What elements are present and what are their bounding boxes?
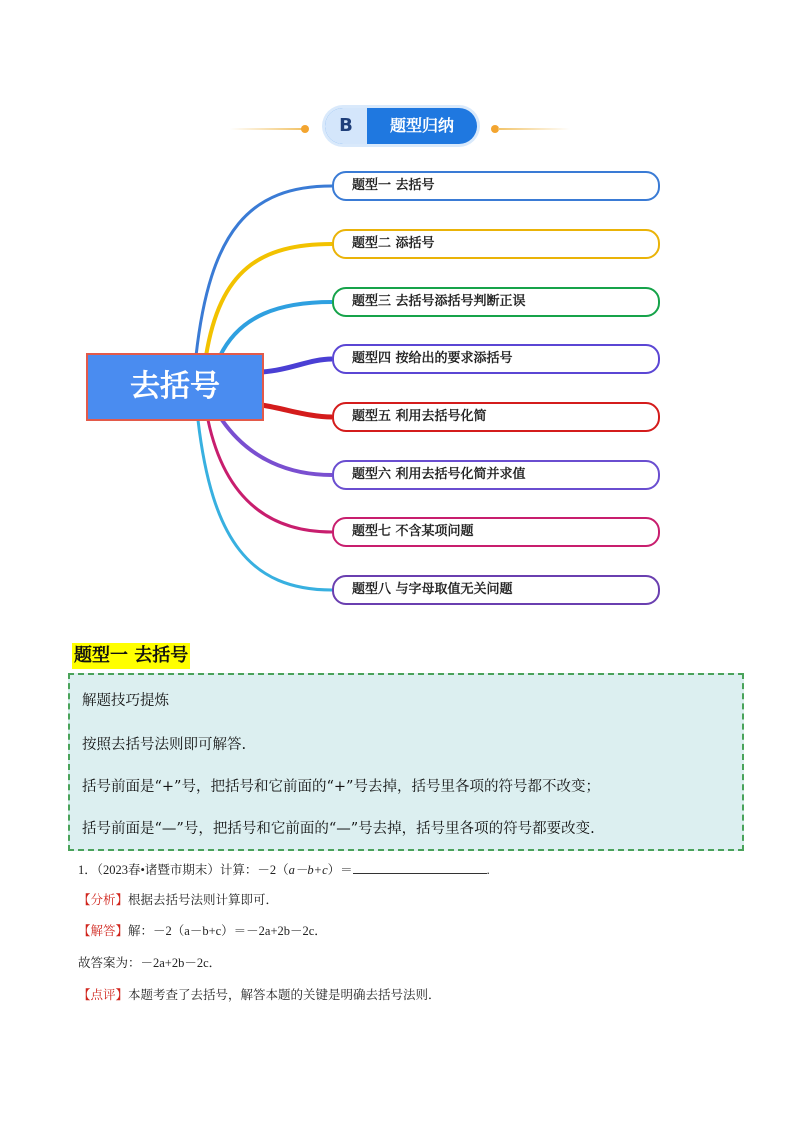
question-stem-prefix: 1．（2023春•诸暨市期末）计算：－2（ [78,863,289,877]
branch-topic-5: 题型五 利用去括号化简 [332,402,660,432]
analysis-tag: 【分析】 [78,893,129,907]
question-stem-expr: a－b+c [288,863,328,877]
connector-curve-8 [198,420,332,590]
tips-box [68,673,744,851]
connector-curve-3 [220,302,332,356]
solution-tag: 【解答】 [78,924,129,938]
connector-curve-6 [222,420,332,475]
mindmap-center-topic: 去括号 [86,353,264,421]
branch-topic-2: 题型二 添括号 [332,229,660,259]
branch-topic-8: 题型八 与字母取值无关问题 [332,575,660,605]
tips-title: 解题技巧提炼 [82,693,169,709]
connector-curve-5 [262,405,332,417]
section-title: 题型归纳 [389,116,454,135]
solution-line [78,921,327,939]
branch-topic-4: 题型四 按给出的要求添括号 [332,344,660,374]
tips-line-1: 按照去括号法则即可解答. [82,737,247,753]
solution-text: 解：－2（a－b+c）＝－2a+2b－2c． [128,924,327,938]
branch-topic-6: 题型六 利用去括号化简并求值 [332,460,660,490]
answer-line: 故答案为：－2a+2b－2c． [78,956,222,970]
topic-heading: 题型一 去括号 [72,643,190,669]
question-stem-suffix: ）＝ [327,863,353,877]
tips-line-3: 括号前面是“—”号，把括号和它前面的“—”号去掉，括号里各项的符号都要改变. [82,821,595,837]
connector-curve-2 [206,244,332,356]
tips-line-2: 括号前面是“+”号，把括号和它前面的“+”号去掉，括号里各项的符号都不改变； [82,779,600,795]
answer-blank [353,861,487,874]
comment-line [78,985,441,1003]
analysis-text: 根据去括号法则计算即可． [128,893,279,907]
connector-curve-4 [262,359,332,372]
question-stem [78,860,490,878]
branch-topic-1: 题型一 去括号 [332,171,660,201]
comment-tag: 【点评】 [78,988,129,1002]
connector-curve-1 [196,186,332,356]
section-letter: B [325,108,367,144]
analysis-line [78,890,278,908]
comment-text: 本题考查了去括号，解答本题的关键是明确去括号法则． [128,988,441,1002]
question-stem-end: . [486,863,490,877]
branch-topic-7: 题型七 不含某项问题 [332,517,660,547]
branch-topic-3: 题型三 去括号添括号判断正误 [332,287,660,317]
